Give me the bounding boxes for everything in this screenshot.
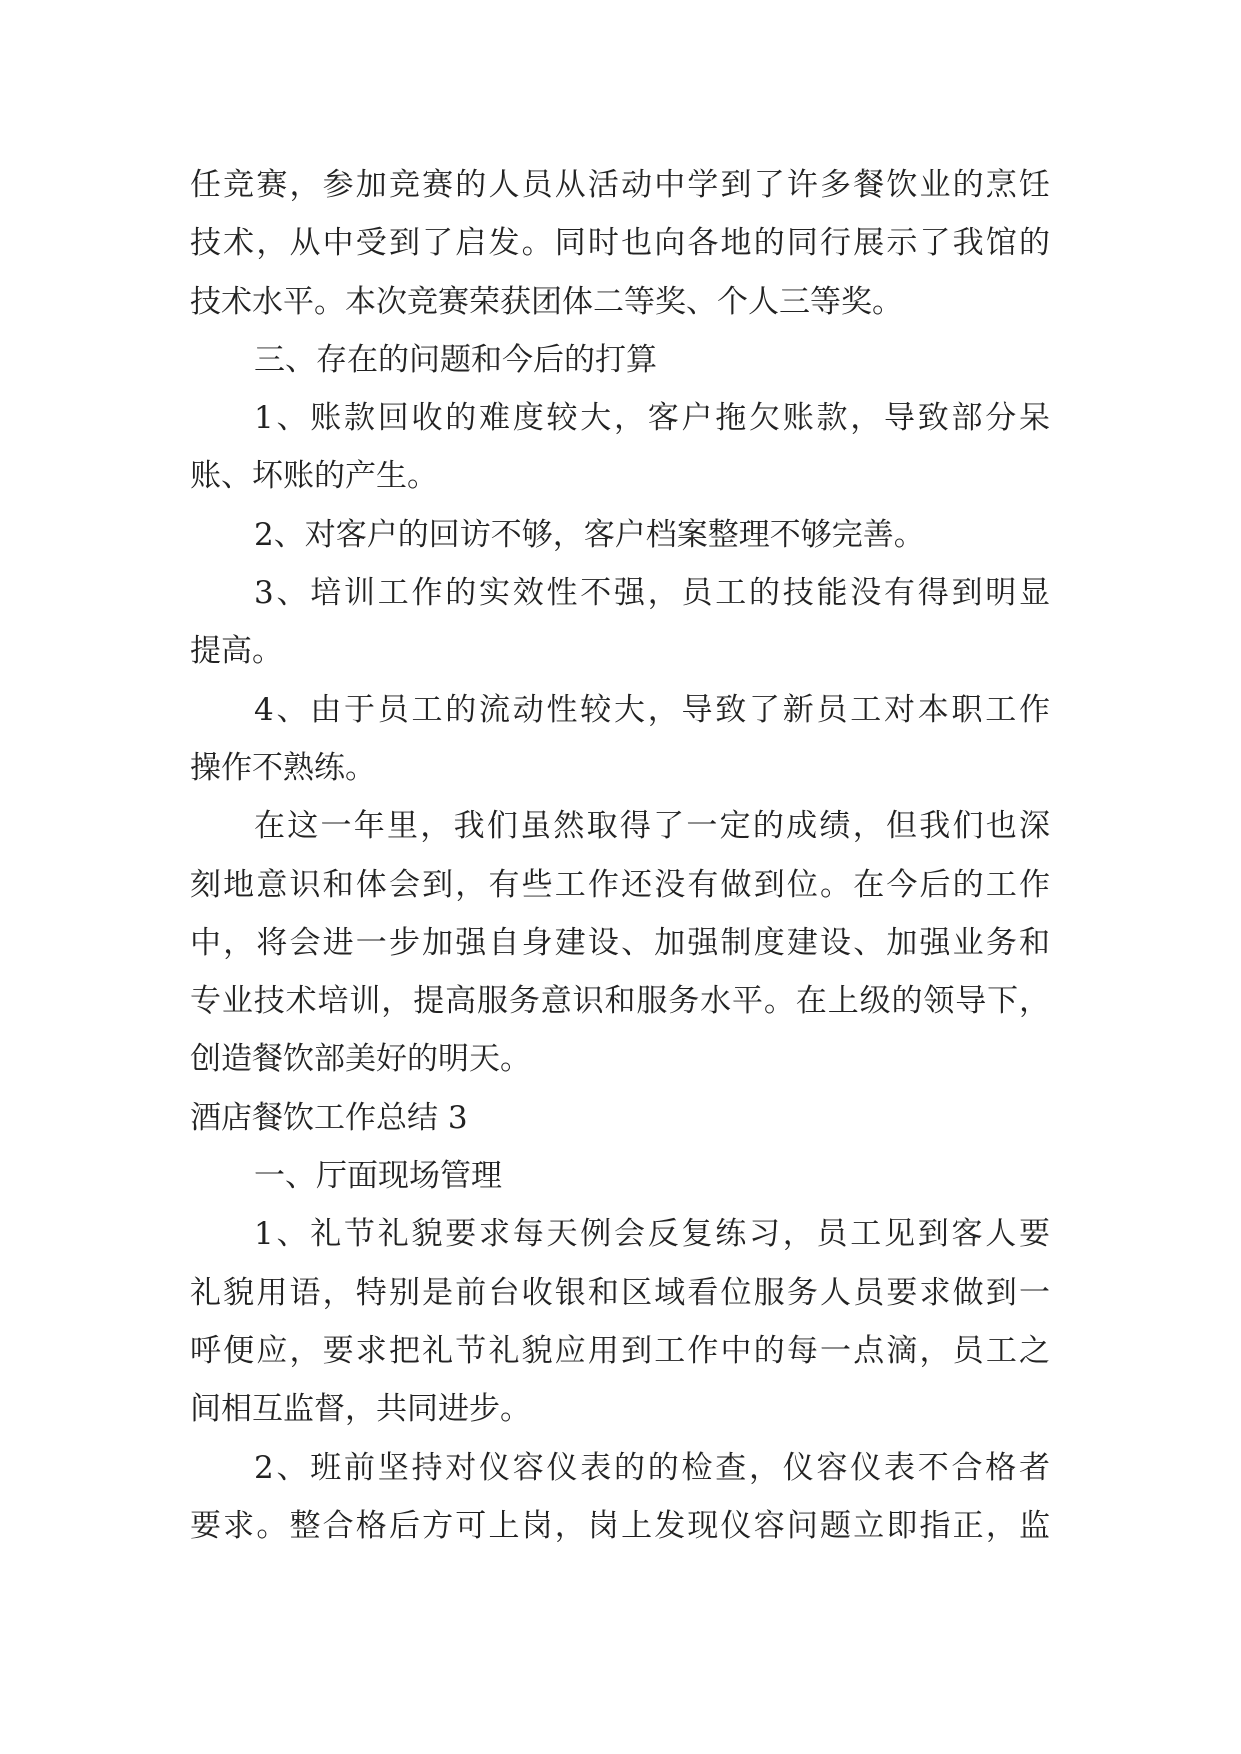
text-line: 任竞赛，参加竞赛的人员从活动中学到了许多餐饮业的烹饪	[190, 167, 1050, 203]
text-line: 技术水平。本次竞赛荣获团体二等奖、个人三等奖。	[190, 283, 903, 320]
text-line: 酒店餐饮工作总结 3	[190, 1099, 468, 1136]
text-line: 礼貌用语，特别是前台收银和区域看位服务人员要求做到一	[190, 1274, 1050, 1311]
text-line: 一、厅面现场管理	[254, 1158, 502, 1195]
text-line: 专业技术培训，提高服务意识和服务水平。在上级的领导下，	[190, 983, 1050, 1020]
text-line: 呼便应，要求把礼节礼貌应用到工作中的每一点滴，员工之	[190, 1332, 1050, 1369]
section-heading-problems	[190, 331, 1050, 389]
text-line: 刻地意识和体会到，有些工作还没有做到位。在今后的工作	[190, 866, 1050, 903]
list-item-problem-4	[190, 681, 1050, 798]
text-line: 三、存在的问题和今后的打算	[254, 341, 657, 378]
text-line: 操作不熟练。	[190, 749, 376, 786]
paragraph-competition-result	[190, 156, 1050, 331]
document-body	[190, 156, 1050, 1555]
text-line: 中，将会进一步加强自身建设、加强制度建设、加强业务和	[190, 924, 1050, 961]
text-line: 账、坏账的产生。	[190, 458, 438, 495]
text-line: 3、培训工作的实效性不强，员工的技能没有得到明显	[254, 575, 1050, 612]
text-line: 要求。整合格后方可上岗，岗上发现仪容问题立即指正，监	[190, 1507, 1050, 1544]
text-line: 2、对客户的回访不够，客户档案整理不够完善。	[254, 516, 925, 553]
text-line: 4、由于员工的流动性较大，导致了新员工对本职工作	[254, 691, 1050, 728]
document-title-summary-3	[190, 1089, 1050, 1147]
text-line: 提高。	[190, 633, 283, 670]
paragraph-conclusion	[190, 797, 1050, 1088]
list-item-problem-1	[190, 389, 1050, 506]
text-line: 2、班前坚持对仪容仪表的的检查，仪容仪表不合格者	[254, 1449, 1050, 1486]
section-heading-floor-management	[190, 1147, 1050, 1205]
list-item-etiquette	[190, 1205, 1050, 1438]
text-line: 间相互监督，共同进步。	[190, 1391, 531, 1428]
text-line: 技术，从中受到了启发。同时也向各地的同行展示了我馆的	[190, 225, 1050, 262]
list-item-problem-3	[190, 564, 1050, 681]
text-line: 1、礼节礼貌要求每天例会反复练习，员工见到客人要	[254, 1216, 1050, 1253]
text-line: 1、账款回收的难度较大，客户拖欠账款，导致部分呆	[254, 400, 1050, 437]
text-line: 在这一年里，我们虽然取得了一定的成绩，但我们也深	[254, 808, 1050, 845]
text-line: 创造餐饮部美好的明天。	[190, 1041, 531, 1078]
list-item-appearance-check	[190, 1439, 1050, 1556]
list-item-problem-2	[190, 506, 1050, 564]
